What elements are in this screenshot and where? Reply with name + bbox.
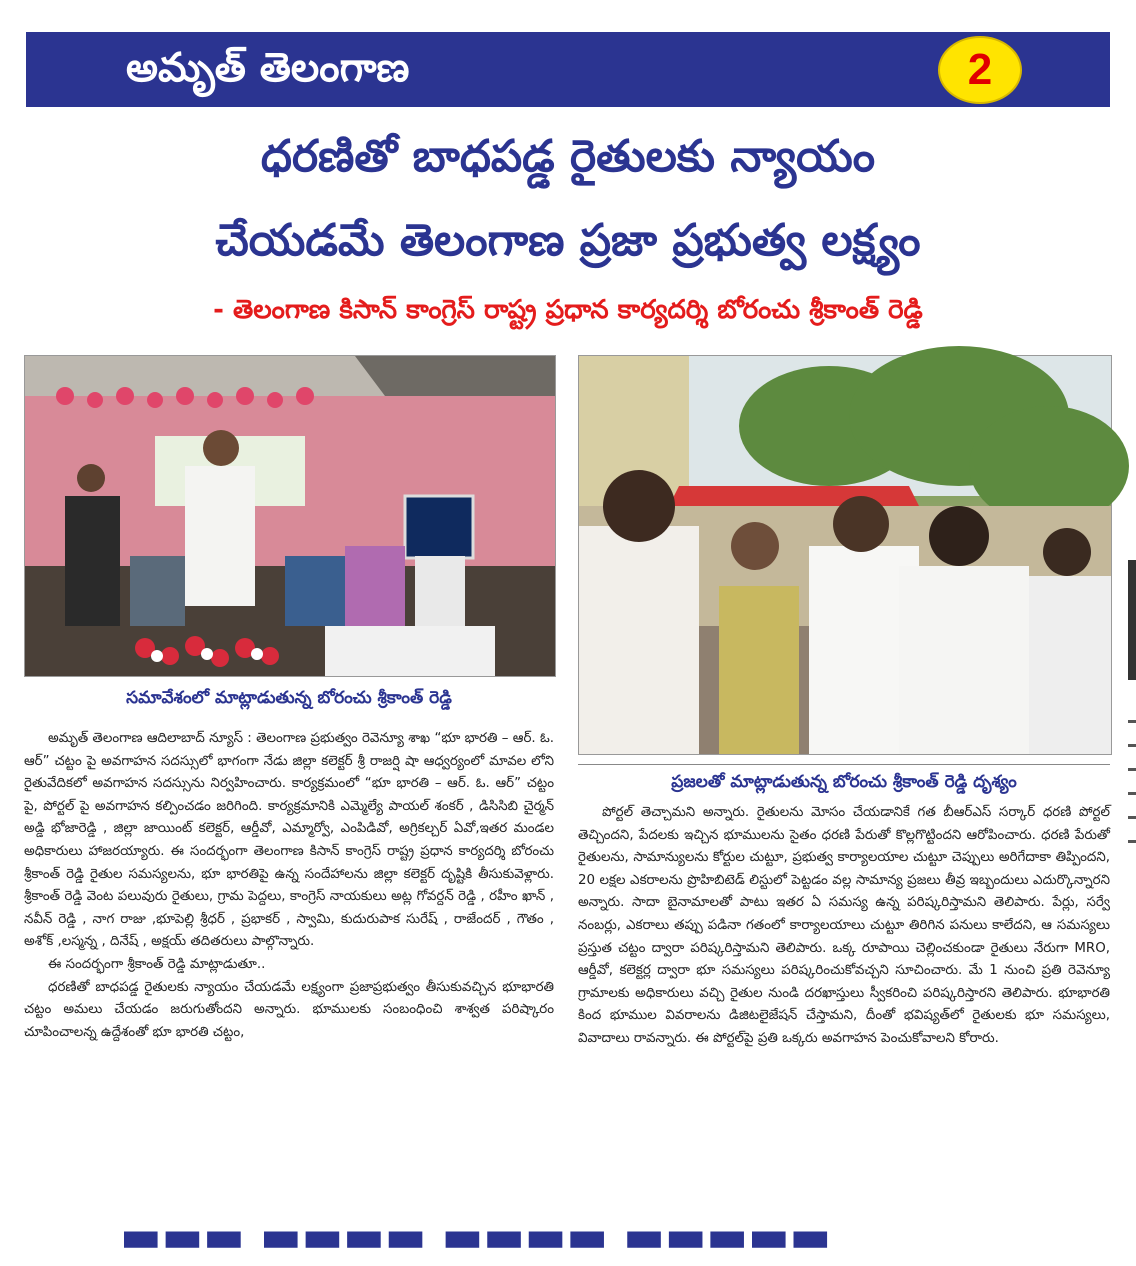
people-photo: [578, 355, 1112, 755]
article-paragraph: ఈ సందర్భంగా శ్రీకాంత్ రెడ్డి మాట్లాడుతూ..: [48, 956, 266, 972]
meeting-photo-illustration: [25, 356, 555, 676]
left-photo-caption: సమావేశంలో మాట్లాడుతున్న బోరంచు శ్రీకాంత్ రెడ్డి: [126, 688, 452, 708]
headline-line-1: ధరణితో బాధపడ్డ రైతులకు న్యాయం: [260, 131, 876, 182]
adjacent-page-edge: [1128, 560, 1136, 680]
cropped-next-headline: ▬▬▬ ▬▬▬▬ ▬▬▬▬ ▬▬▬▬▬: [120, 1211, 832, 1262]
people-photo-illustration: [579, 356, 1111, 754]
article-right-column: [578, 802, 1110, 1192]
newspaper-name: అమృత్ తెలంగాణ: [126, 45, 410, 91]
meeting-photo: [24, 355, 556, 677]
headline-line-2: చేయడమే తెలంగాణ ప్రజా ప్రభుత్వ లక్ష్యం: [215, 215, 921, 266]
right-photo-caption: ప్రజలతో మాట్లాడుతున్న బోరంచు శ్రీకాంత్ రెడ్డి దృశ్యం: [671, 772, 1017, 792]
page-number-badge: 2: [938, 36, 1022, 104]
adjacent-page-text-edge: [1128, 720, 1136, 860]
subheadline: - తెలంగాణ కిసాన్ కాంగ్రెస్ రాష్ట్ర ప్రధాన కార్యదర్శి బోరంచు శ్రీకాంత్ రెడ్డి: [213, 295, 923, 325]
caption-divider: [578, 764, 1110, 765]
article-left-column: [24, 728, 554, 1216]
article-paragraph: పోర్టల్ తెచ్చామని అన్నారు. రైతులను మోసం చేయడానికే గత బీఆర్ఎస్ సర్కార్ ధరణి పోర్టల్ తెచ్చిందని, పేదలకు ఇచ్చిన భూములను సైతం ధరణి పేరుతో కొల్లగొట్టిందని ఆరోపించారు. ధరణి పేరుతో రైతులను, సామాన్యులను కోర్టుల చుట్టూ, ప్రభుత్వ కార్యాలయాల చుట్టూ చెప్పులు అరిగేదాకా తిప్పిందని, 20 లక్షల ఎకరాలను ప్రొహిబిటెడ్ లిస్టులో పెట్టడం వల్ల సామాన్య ప్రజలు తీవ్ర ఇబ్బందులు ఎదుర్కొన్నారని అన్నారు. సాదా బైనామాలతో పాటు ఇతర ఏ సమస్య ఉన్న పరిష్కరిస్తామని తెలిపారు. పేర్లు, సర్వే నంబర్లు, ఎకరాలు తప్పు పడినా గతంలో కార్యాలయాలు చుట్టూ తిరిగిన పనులు కాలేదని, ఆ సమస్యలు ప్రస్తుత చట్టం ద్వారా పరిష్కరిస్తామని తెలిపారు. ఒక్క రూపాయి చెల్లించకుండా రైతులు నేరుగా MRO, ఆర్డీవో, కలెక్టర్ల ద్వారా భూ సమస్యలు పరిష్కరించుకోవచ్చని సూచించారు. మే 1 నుంచి ప్రతి రెవెన్యూ గ్రామాలకు అధికారులు వచ్చి రైతుల నుండి దరఖాస్తులు స్వీకరించి పరిష్కరిస్తారని తెలిపారు. భూభారతి కింద భూముల వివరాలను డిజిటలైజేషన్ చేస్తామని, దీంతో భవిష్యత్‌లో రైతులకు భూ సమస్యలు, వివాదాలు రావన్నారు. ఈ పోర్టల్‌పై ప్రతి ఒక్కరు అవగాహన పెంచుకోవాలని కోరారు.: [578, 805, 1110, 1046]
masthead-banner: [26, 32, 1110, 107]
article-paragraph: అమృత్ తెలంగాణ ఆదిలాబాద్ న్యూస్ : తెలంగాణ ప్రభుత్వం రెవెన్యూ శాఖ “భూ భారతి – ఆర్. ఓ. ఆర్” చట్టం పై అవగాహన సదస్సులో భాగంగా నేడు జిల్లా కలెక్టర్ శ్రీ రాజర్షి షా ఆధ్వర్యంలో మావల లోని రైతువేదికలో అవగాహన సదస్సును నిర్వహించారు. కార్యక్రమంలో “భూ భారతి – ఆర్. ఓ. ఆర్” చట్టం పై, పోర్టల్ పై అవగాహన కల్పించడం జరిగింది. కార్యక్రమానికి ఎమ్మెల్యే పాయల్ శంకర్ , డిసిసిబి చైర్మన్ అడ్డి భోజారెడ్డి , జిల్లా జాయింట్ కలెక్టర్, ఆర్డీవో, ఎమ్మార్వో, ఎంపిడివో, అగ్రికల్చర్ ఏవో,ఇతర మండల అధికారులు హాజరయ్యారు. ఈ సందర్భంగా తెలంగాణ కిసాన్ కాంగ్రెస్ రాష్ట్ర ప్రధాన కార్యదర్శి బోరంచు శ్రీకాంత్ రెడ్డి రైతుల సమస్యలను, భూ భారతిపై ఉన్న సందేహాలను జిల్లా కలెక్టర్ దృష్టికి తీసుకువెళ్లారు. శ్రీకాంత్ రెడ్డి వెంట పలువురు రైతులు, గ్రామ పెద్దలు, కాంగ్రెస్ నాయకులు అట్ల గోవర్దన్ రెడ్డి , రహీం ఖాన్ , నవీన్ రెడ్డి , నాగ రాజు ,భూపెల్లి శ్రీధర్ , ప్రభాకర్ , స్వామి, కుదురుపాక సురేష్ , రాజేందర్ , గౌతం , అశోక్ ,లస్మన్న , దినేష్ , అక్షయ్ తదితరులు పాల్గొన్నారు.: [24, 731, 554, 950]
article-paragraph: ధరణితో బాధపడ్డ రైతులకు న్యాయం చేయడమే లక్ష్యంగా ప్రజాప్రభుత్వం తీసుకువచ్చిన భూభారతి చట్టం అమలు చేయడం జరుగుతోందని అన్నారు. భూములకు సంబంధించి శాశ్వత పరిష్కారం చూపించాలన్న ఉద్దేశంతో భూ భారతి చట్టం,: [24, 979, 554, 1040]
